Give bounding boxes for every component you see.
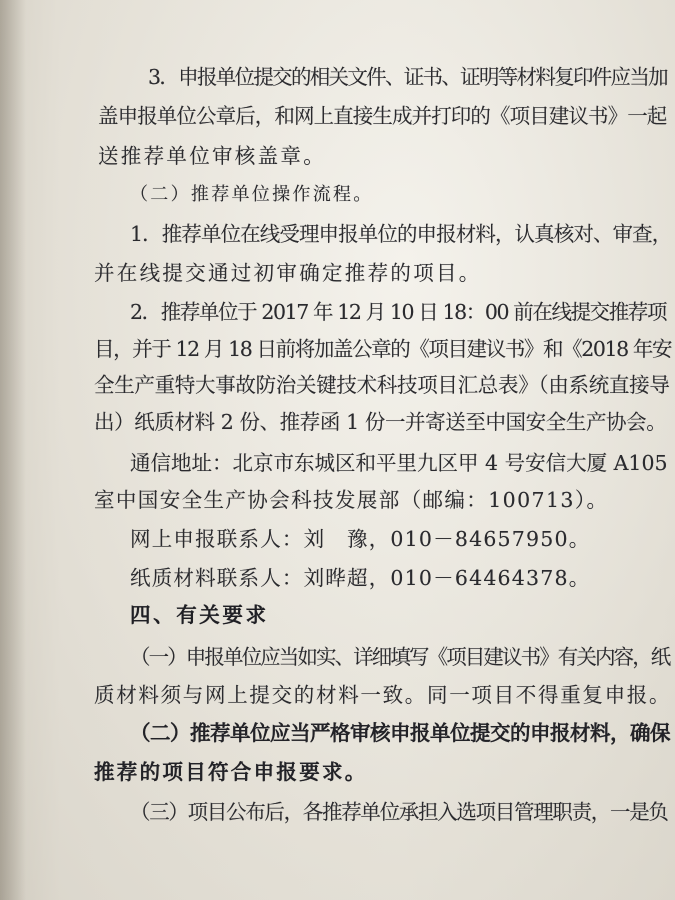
requirement-line: 质材料须与网上提交的材料一致。同一项目不得重复申报。 xyxy=(94,683,672,707)
paragraph-line: 目，并于 12 月 18 日前将加盖公章的《项目建议书》和《2018 年安 xyxy=(94,337,672,361)
paragraph-line: 全生产重特大事故防治关键技术科技项目汇总表》（由系统直接导 xyxy=(94,373,670,397)
contact-online: 网上申报联系人：刘 豫，010－84657950。 xyxy=(130,527,591,551)
requirement-line: 推荐的项目符合申报要求。 xyxy=(94,760,368,784)
paragraph-line: 盖申报单位公章后，和网上直接生成并打印的《项目建议书》一起 xyxy=(98,104,667,128)
paragraph-line: 3．申报单位提交的相关文件、证书、证明等材料复印件应当加 xyxy=(148,65,667,89)
section-heading: （二）推荐单位操作流程。 xyxy=(130,184,374,205)
contact-paper: 纸质材料联系人：刘晔超，010－64464378。 xyxy=(130,566,591,590)
paragraph-line: 1．推荐单位在线受理申报单位的申报材料，认真核对、审查， xyxy=(130,222,672,246)
address-line: 室中国安全生产协会科技发展部（邮编：100713）。 xyxy=(94,488,609,512)
requirement-line: （一）申报单位应当如实、详细填写《项目建议书》有关内容，纸 xyxy=(130,645,670,669)
requirement-line: （三）项目公布后，各推荐单位承担入选项目管理职责，一是负 xyxy=(130,800,668,824)
paragraph-line: 送推荐单位审核盖章。 xyxy=(98,144,326,168)
paragraph-line: 并在线提交通过初审确定推荐的项目。 xyxy=(94,261,482,285)
paragraph-line: 2．推荐单位于 2017 年 12 月 10 日 18：00 前在线提交推荐项 xyxy=(130,300,667,324)
requirement-line: （二）推荐单位应当严格审核申报单位提交的申报材料，确保 xyxy=(130,721,670,745)
address-line: 通信地址：北京市东城区和平里九区甲 4 号安信大厦 A105 xyxy=(130,451,668,475)
paragraph-line: 出）纸质材料 2 份、推荐函 1 份一并寄送至中国安全生产协会。 xyxy=(94,410,667,434)
section-heading: 四、有关要求 xyxy=(130,603,269,627)
